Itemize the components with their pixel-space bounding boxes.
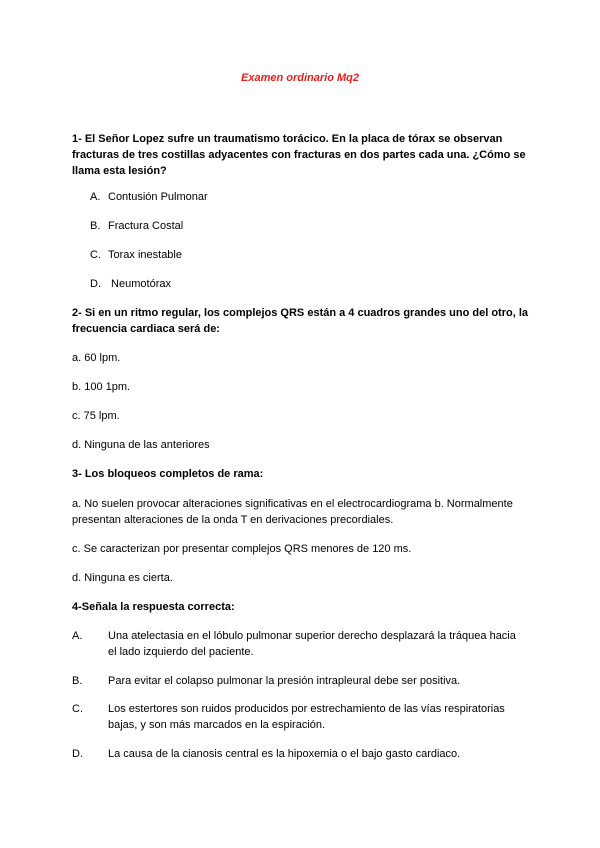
option-letter: A.	[90, 191, 101, 203]
option-text: Los estertores son ruidos producidos por estrechamiento de las vías respiratorias bajas, y son más marcados en la espiración.	[108, 703, 505, 731]
question-1-option-c	[90, 247, 182, 263]
option-letter: B.	[72, 675, 83, 687]
question-4-option-d	[72, 746, 520, 762]
option-text: Contusión Pulmonar	[108, 191, 208, 203]
question-3-option-c: c. Se caracterizan por presentar complejos QRS menores de 120 ms.	[72, 543, 412, 555]
option-text: La causa de la cianosis central es la hipoxemia o el bajo gasto cardiaco.	[108, 748, 461, 760]
question-1-option-a	[90, 189, 208, 205]
question-3: 3- Los bloqueos completos de rama:	[72, 468, 264, 480]
option-text: Torax inestable	[108, 249, 182, 261]
question-2-option-a: a. 60 lpm.	[72, 352, 121, 364]
option-text: Neumotórax	[108, 278, 171, 290]
option-text: Una atelectasia en el lóbulo pulmonar superior derecho desplazará la tráquea hacia el lado izquierdo del paciente.	[108, 630, 516, 658]
question-2: 2- Si en un ritmo regular, los complejos QRS están a 4 cuadros grandes uno del otro, la frecuencia cardiaca será de:	[72, 307, 528, 335]
question-3-option-d: d. Ninguna es cierta.	[72, 572, 173, 584]
option-letter: B.	[90, 220, 101, 232]
question-3-option-ab: a. No suelen provocar alteraciones significativas en el electrocardiograma b. Normalmente presentan alteraciones de la onda T en derivaciones precordiales.	[72, 498, 513, 526]
question-2-option-d: d. Ninguna de las anteriores	[72, 439, 210, 451]
option-letter: A.	[72, 630, 83, 642]
question-1: 1- El Señor Lopez sufre un traumatismo torácico. En la placa de tórax se observan fracturas de tres costillas adyacentes con fracturas en dos partes cada una. ¿Cómo se llama esta lesión?	[72, 133, 526, 177]
question-4-option-a	[72, 628, 520, 660]
question-2-option-b: b. 100 1pm.	[72, 381, 131, 393]
question-4-option-b	[72, 673, 520, 689]
option-text: Fractura Costal	[108, 220, 184, 232]
exam-title: Examen ordinario Mq2	[241, 72, 359, 84]
question-2-option-c: c. 75 lpm.	[72, 410, 120, 422]
option-letter: C.	[90, 249, 101, 261]
option-text: Para evitar el colapso pulmonar la presión intrapleural debe ser positiva.	[108, 675, 461, 687]
question-1-option-b	[90, 218, 183, 234]
option-letter: D.	[72, 748, 83, 760]
question-4: 4-Señala la respuesta correcta:	[72, 601, 235, 613]
option-letter: C.	[72, 703, 83, 715]
option-letter: D.	[90, 278, 101, 290]
question-4-option-c	[72, 701, 520, 733]
question-1-option-d	[90, 276, 171, 292]
